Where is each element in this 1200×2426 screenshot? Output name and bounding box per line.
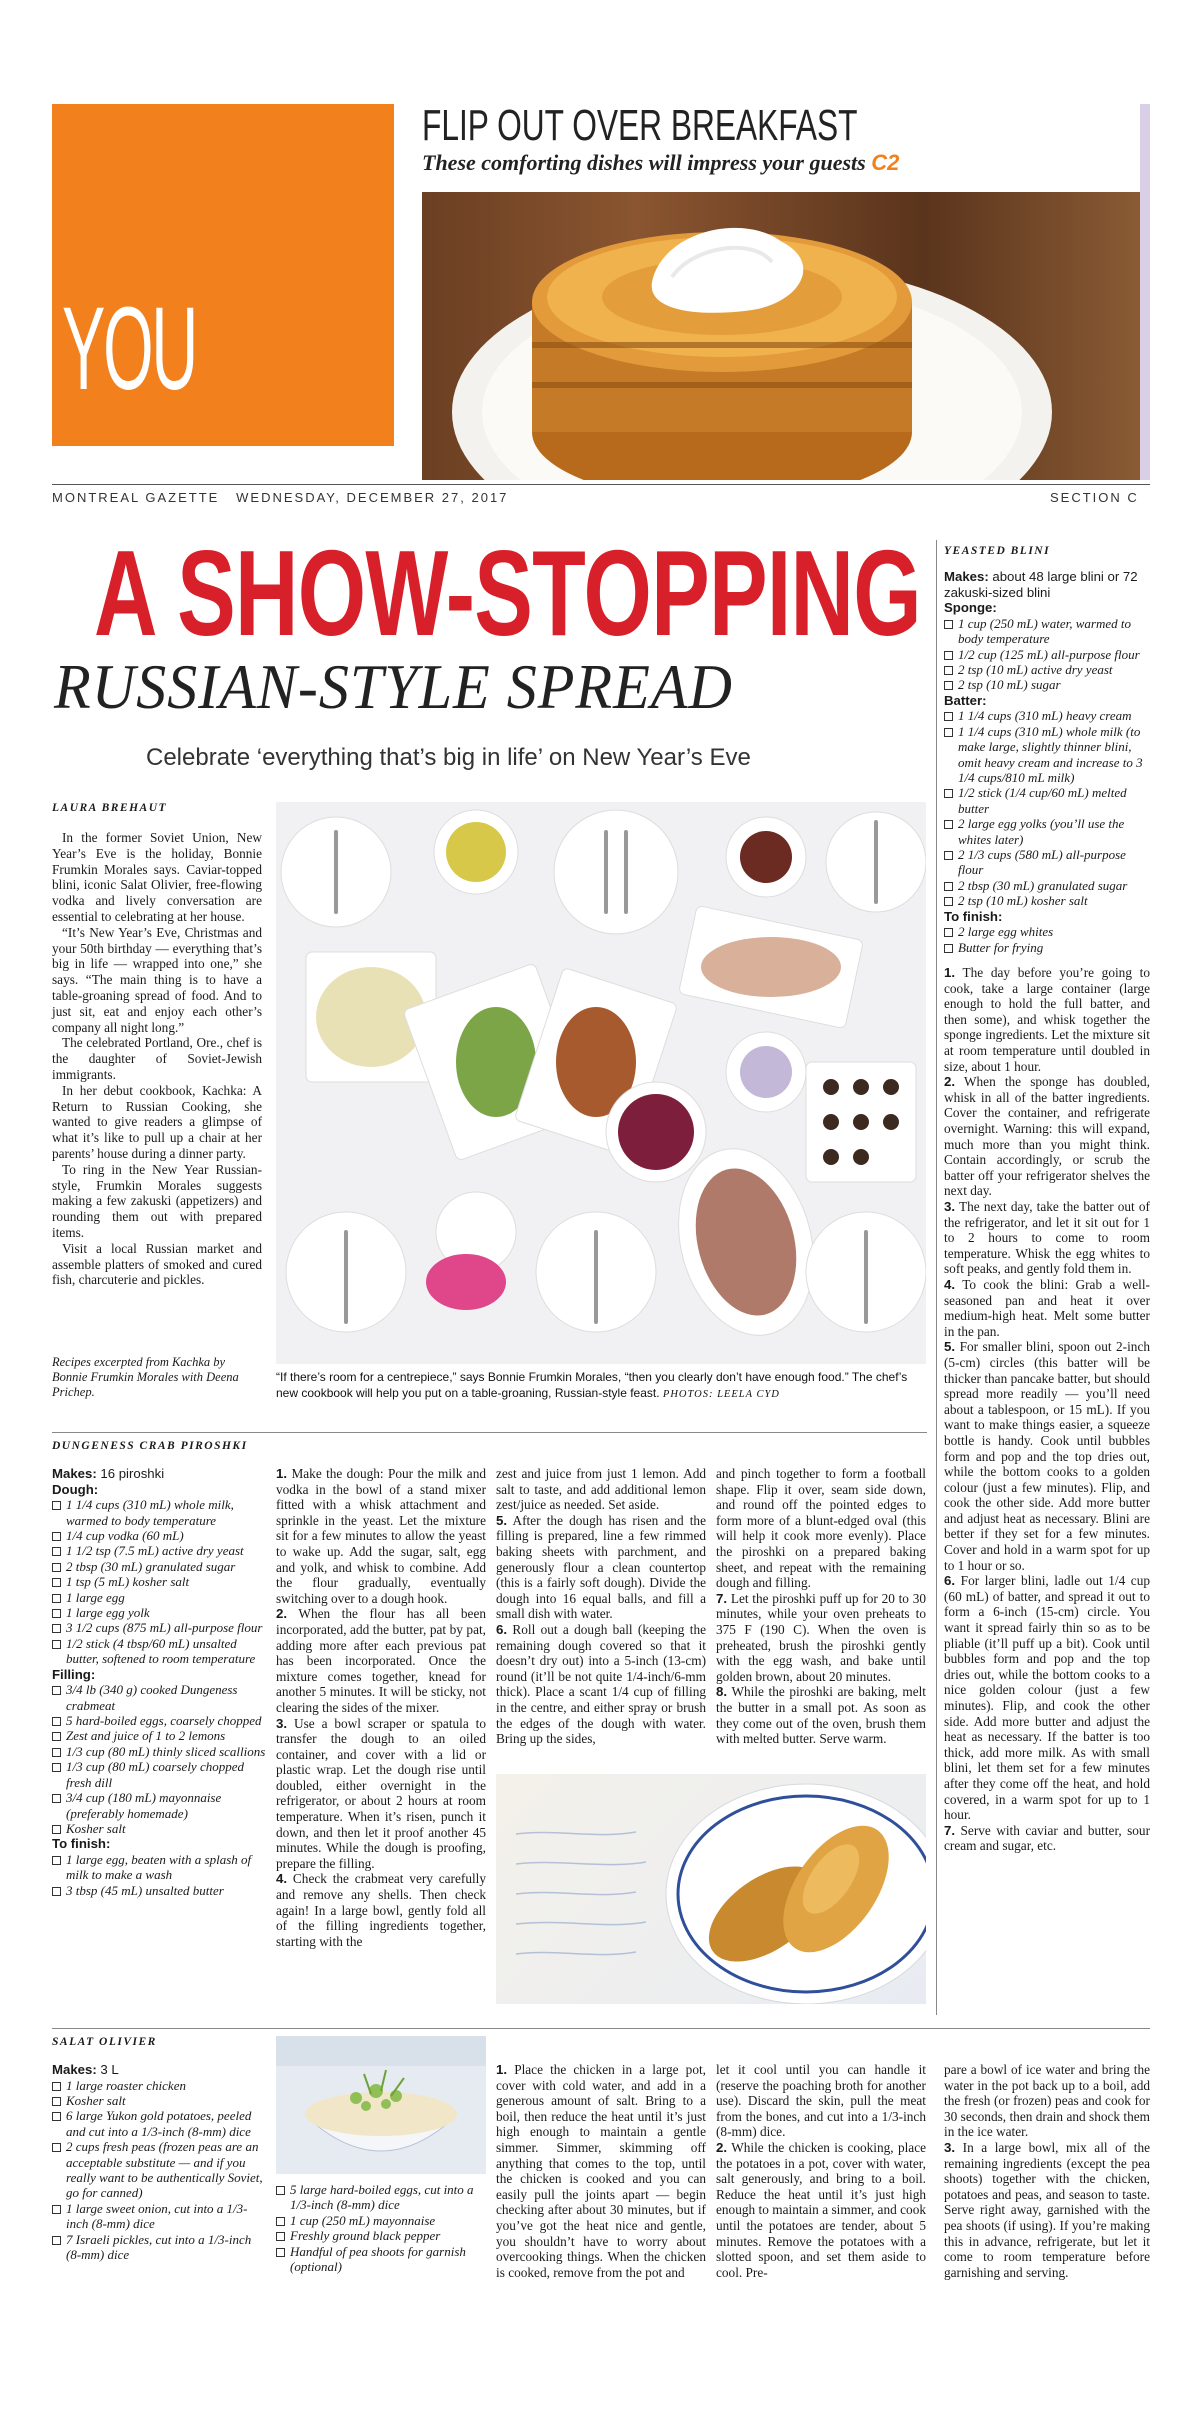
ingredient-item: Kosher salt <box>52 2093 267 2108</box>
intro-paragraph: In the former Soviet Union, New Year’s Eve is the holiday, Bonnie Frumkin Morales says. Caviar-topped blini, iconic Salat Olivier, free-flowing vodka and lively conversation are essential to celebrating at her house. <box>52 830 262 924</box>
section-rule <box>52 2028 1150 2029</box>
column-rule <box>936 540 937 2015</box>
ingredient-item: 1/4 cup vodka (60 mL) <box>52 1528 267 1543</box>
recipe-yield <box>52 1466 267 1482</box>
step-number: 1. <box>944 965 956 981</box>
ingredient-item: 1/2 cup (125 mL) all-purpose flour <box>944 647 1150 662</box>
ingredient-list <box>52 2078 267 2263</box>
step-number: 2. <box>276 1606 288 1622</box>
step-number: 3. <box>276 1715 288 1731</box>
ingredient-item: 2 tbsp (30 mL) granulated sugar <box>944 878 1150 893</box>
step-number: 1. <box>496 2062 508 2077</box>
ingredient-item: 1/2 stick (4 tbsp/60 mL) unsalted butter, softened to room temperature <box>52 1636 267 1667</box>
recipe-yield <box>944 569 1150 600</box>
ingredient-list <box>52 1682 267 1836</box>
salat-steps-col-1 <box>496 2062 706 2280</box>
ingredient-item: 7 Israeli pickles, cut into a 1/3-inch (8-mm) dice <box>52 2232 267 2263</box>
yield-value: 16 piroshki <box>100 1466 165 1481</box>
headline-line-1: A SHOW-STOPPING <box>94 525 921 661</box>
masthead-rule <box>52 484 1150 485</box>
ingredient-item: 6 large Yukon gold potatoes, peeled and cut into a 1/3-inch (8-mm) dice <box>52 2108 267 2139</box>
ingredient-item: 1/3 cup (80 mL) thinly sliced scallions <box>52 1744 267 1759</box>
piroshki-steps-col-1 <box>276 1466 486 1949</box>
ingredient-item: 2 tsp (10 mL) active dry yeast <box>944 662 1150 677</box>
ingredient-item: 1 1/4 cups (310 mL) heavy cream <box>944 708 1150 723</box>
salat-steps-col-2 <box>716 2062 926 2280</box>
step-text: While the chicken is cooking, place the potatoes in a pot, cover with water, salt generously, and bring to a boil. Reduce the heat until it’s just high enough to maintain a simmer, and cook until the potatoes are tender, about 5 minutes. Remove the potatoes with a slotted spoon, and set them aside to cool. Pre- <box>716 2139 926 2280</box>
ingredient-item: 1 large egg yolk <box>52 1605 267 1620</box>
step-text: pare a bowl of ice water and bring the water in the pot back up to a boil, add the fresh (or frozen) peas and cook for 30 seconds, then drain and shock them in the ice water. <box>944 2062 1150 2140</box>
intro-paragraph: The celebrated Portland, Ore., chef is the daughter of Soviet-Jewish immigrants. <box>52 1035 262 1082</box>
piroshki-photo <box>496 1774 926 2004</box>
ingredient-item: Kosher salt <box>52 1821 267 1836</box>
step-text: In a large bowl, mix all of the remaining ingredients (except the pea shoots) together with the chicken, potatoes and peas, and season to taste. Serve right away, garnished with the pea shoots (if using). If you’re making this in advance, refrigerate, but let it come to room temperature before garnishing and serving. <box>944 2139 1150 2280</box>
salat-steps-col-3 <box>944 2062 1150 2280</box>
ingredient-item: 1 large egg, beaten with a splash of milk to make a wash <box>52 1852 267 1883</box>
byline: LAURA BREHAUT <box>52 802 168 814</box>
step-number: 7. <box>944 1822 956 1838</box>
ingredient-item: Freshly ground black pepper <box>276 2228 486 2243</box>
photo-caption <box>276 1370 926 1402</box>
ingredient-list <box>276 2182 486 2274</box>
step-text: and pinch together to form a football shape. Flip it over, seam side down, and round off the pointed edges to form more of a blunt-edged oval (this will help it cook more evenly). Place the piroshki on a prepared baking sheet, and repeat with the remaining dough and filling. <box>716 1466 926 1591</box>
pancake-illustration <box>422 192 1140 480</box>
photo-credit: PHOTOS: LEELA CYD <box>662 1388 780 1400</box>
step-number: 8. <box>716 1684 728 1700</box>
yield-label: Makes: <box>944 569 989 584</box>
ingredient-item: 1 1/2 tsp (7.5 mL) active dry yeast <box>52 1543 267 1558</box>
ingredient-item: 3 1/2 cups (875 mL) all-purpose flour <box>52 1620 267 1635</box>
pancake-photo <box>422 192 1140 480</box>
excerpt-credit: Recipes excerpted from Kachka by Bonnie Frumkin Morales with Deena Prichep. <box>52 1355 239 1399</box>
step-text: When the sponge has doubled, whisk in all of the batter ingredients. Cover the container, and refrigerate overnight. Warning: this will expand, much more than you might think. Contain accordingly, or scrub the batter off your refrigerator shelves the next day. <box>944 1074 1150 1199</box>
step-number: 3. <box>944 1199 956 1214</box>
piroshki-steps-col-3 <box>716 1466 926 1747</box>
step-text: Let the piroshki puff up for 20 to 30 minutes, while your oven preheats to 375 F (190 C). When the oven is preheated, brush the piroshki gently with the egg wash, and bake until golden brown, about 20 minutes. <box>716 1590 926 1684</box>
salat-ingredients-1 <box>52 2062 267 2262</box>
step-text: Check the crabmeat very carefully and remove any shells. Then check again! In a large bowl, gently fold all of the filling ingredients together, starting with the <box>276 1871 487 1949</box>
ingredient-list <box>944 708 1150 908</box>
ingredient-item: 1 large egg <box>52 1590 267 1605</box>
step-text: While the piroshki are baking, melt the butter in a small pot. As soon as they come out of the oven, brush them with melted butter. Serve warm. <box>716 1684 926 1747</box>
yield-label: Makes: <box>52 1466 97 1481</box>
ingredient-item: 1 1/4 cups (310 mL) whole milk (to make large, slightly thinner blini, omit heavy cream and increase to 3 1/4 cups/810 mL milk) <box>944 724 1150 786</box>
step-text: zest and juice from just 1 lemon. Add salt to taste, and add additional lemon zest/juice as needed. Set aside. <box>496 1466 706 1513</box>
blini-recipe <box>944 545 1150 1854</box>
ingredient-item: 1 tsp (5 mL) kosher salt <box>52 1574 267 1589</box>
step-text: The next day, take the batter out of the refrigerator, and let it sit out for 1 to 2 hours to come to room temperature. Whisk the egg whites to soft peaks, and gently fold them in. <box>944 1199 1150 1277</box>
recipe-step <box>276 1871 486 1949</box>
feast-table-illustration <box>276 802 926 1364</box>
intro-paragraph: Visit a local Russian market and assemble platters of smoked and cured fish, charcuterie and pickles. <box>52 1240 262 1288</box>
headline-line-2: RUSSIAN-STYLE SPREAD <box>54 651 733 722</box>
recipe-heading: SALAT OLIVIER <box>52 2036 157 2048</box>
recipe-step <box>944 1339 1150 1573</box>
recipe-step <box>944 2140 1150 2280</box>
step-number: 6. <box>944 1573 956 1589</box>
step-number: 4. <box>944 1276 956 1292</box>
ingredient-list <box>944 924 1150 955</box>
yield-label: Makes: <box>52 2062 97 2077</box>
yield-value: about 48 large blini or 72 zakuski-sized blini <box>944 569 1138 600</box>
recipe-step <box>944 1823 1150 1854</box>
ingredient-item: 3/4 lb (340 g) cooked Dungeness crabmeat <box>52 1682 267 1713</box>
recipe-step <box>276 1606 486 1715</box>
ingredient-group-label: Sponge: <box>944 600 997 616</box>
ingredient-group-label: To finish: <box>944 908 1003 924</box>
intro-paragraph: In her debut cookbook, Kachka: A Return to Russian Cooking, she wanted to give readers a glimpse of what it’s like to pull up a chair at her parents’ house during a dinner party. <box>52 1082 262 1161</box>
recipe-step <box>716 1466 926 1591</box>
intro-paragraph: “It’s New Year’s Eve, Christmas and your 50th birthday — everything that’s big in life — wrapped into one,” she says. “The main thing is to have a table-groaning spread of food. And to just sit, eat and enjoy each other’s company all night long.” <box>52 924 262 1035</box>
step-text: To cook the blini: Grab a well-seasoned pan and heat it over medium-high heat. Melt some butter in the pan. <box>944 1276 1150 1339</box>
ingredient-item: 2 tsp (10 mL) sugar <box>944 677 1150 692</box>
ingredient-item: 2 large egg yolks (you’ll use the whites later) <box>944 816 1150 847</box>
step-text: let it cool until you can handle it (reserve the poaching broth for another use). Discard the skin, pull the meat from the bones, and cut into a 1/3-inch (8-mm) dice. <box>716 2062 926 2140</box>
step-text: Serve with caviar and butter, sour cream and sugar, etc. <box>944 1822 1150 1854</box>
step-number: 6. <box>496 1621 508 1637</box>
recipe-step <box>944 2062 1150 2140</box>
step-number: 1. <box>276 1466 288 1481</box>
recipe-heading: DUNGENESS CRAB PIROSHKI <box>52 1440 248 1452</box>
recipe-step <box>276 1466 486 1606</box>
ingredient-item: Zest and juice of 1 to 2 lemons <box>52 1728 267 1743</box>
recipe-step <box>496 2062 706 2280</box>
recipe-yield <box>52 2062 267 2078</box>
ingredient-list <box>944 616 1150 693</box>
piroshki-illustration <box>496 1774 926 2004</box>
intro-article <box>52 830 262 1288</box>
ingredient-item: Handful of pea shoots for garnish (optional) <box>276 2244 486 2275</box>
teaser-page-ref[interactable]: C2 <box>871 150 900 175</box>
ingredient-group-label: To finish: <box>52 1836 111 1852</box>
recipe-steps <box>944 965 1150 1854</box>
ingredient-item: Butter for frying <box>944 940 1150 955</box>
recipe-step <box>716 1684 926 1746</box>
recipe-step <box>944 1074 1150 1199</box>
recipe-step <box>276 1716 486 1872</box>
salat-olivier-photo <box>276 2036 486 2174</box>
ingredient-item: 1 large sweet onion, cut into a 1/3-inch (8-mm) dice <box>52 2201 267 2232</box>
step-number: 3. <box>944 2139 956 2155</box>
headline-dek: Celebrate ‘everything that’s big in life’ on New Year’s Eve <box>146 744 751 771</box>
ingredient-item: 2 tbsp (30 mL) granulated sugar <box>52 1559 267 1574</box>
masthead-section: SECTION C <box>1050 490 1139 505</box>
ingredient-group-label: Filling: <box>52 1666 96 1682</box>
ingredient-item: 2 1/3 cups (580 mL) all-purpose flour <box>944 847 1150 878</box>
ingredient-item: 1/2 stick (1/4 cup/60 mL) melted butter <box>944 785 1150 816</box>
ingredient-group-label: Batter: <box>944 692 987 708</box>
ingredient-list <box>52 1497 267 1666</box>
step-text: For smaller blini, spoon out 2-inch (5-cm) circles (this batter will be thicker than pancake batter, but should spread more readily — you’ll need about a tablespoon, or 15 mL). If you want to make things easier, a squeeze bottle is handy. Cook until bubbles form and pop and the top dries out, while the bottom cooks to a golden colour (just a few minutes). Flip, and cook the other side. Add more butter and adjust heat as necessary. Blini are better if they set for a few minutes. Cover and hold in a warm spot for up to 1 hour or so. <box>944 1339 1150 1573</box>
ingredient-item: 1 large roaster chicken <box>52 2078 267 2093</box>
recipe-step <box>716 2062 926 2140</box>
photo-caption-text: “If there’s room for a centrepiece,” says Bonnie Frumkin Morales, “then you clearly don’t have enough food.” The chef’s new cookbook will help you put on a table-groaning, Russian-style feast. <box>276 1370 908 1400</box>
ingredient-item: 2 large egg whites <box>944 924 1150 939</box>
recipe-step <box>944 1277 1150 1339</box>
recipe-step <box>944 1573 1150 1823</box>
step-text: After the dough has risen and the filling is prepared, line a few rimmed baking sheets with parchment, and generously flour a clean countertop (this is a fairly soft dough). Divide the dough into 16 equal balls, and fill a small dish with water. <box>496 1512 706 1622</box>
piroshki-steps-col-2 <box>496 1466 706 1747</box>
step-number: 2. <box>944 1074 956 1090</box>
section-word: YOU <box>62 283 197 415</box>
recipe-step <box>716 2140 926 2280</box>
step-number: 5. <box>496 1512 508 1528</box>
teaser-title[interactable]: FLIP OUT OVER BREAKFAST <box>422 101 858 150</box>
ingredient-item: 5 large hard-boiled eggs, cut into a 1/3-inch (8-mm) dice <box>276 2182 486 2213</box>
feast-table-photo <box>276 802 926 1364</box>
ingredient-item: 1/3 cup (80 mL) coarsely chopped fresh dill <box>52 1759 267 1790</box>
banner-edge-bar <box>1140 104 1150 480</box>
step-text: Place the chicken in a large pot, cover with cold water, and add in a generous amount of salt. Bring to a boil, then reduce the heat until it’s just high enough to maintain a gentle simmer. Simmer, skimming off anything that comes to the top, until the chicken is cooked and you can easily pull the joints apart — begin checking after about 30 minutes, but if you’ve got the heat nice and gentle, you shouldn’t have to worry about overcooking things. When the chicken is cooked, remove from the pot and <box>496 2062 706 2280</box>
step-text: The day before you’re going to cook, take a large container (large enough to hold the full batter, and then some), and whisk together the sponge ingredients. Let the mixture sit at room temperature until doubled in size, about 1 hour. <box>944 965 1150 1074</box>
recipe-heading: YEASTED BLINI <box>944 545 1051 557</box>
teaser-subtitle-text: These comforting dishes will impress your guests <box>422 150 866 175</box>
ingredient-group-label: Dough: <box>52 1481 99 1497</box>
step-text: For larger blini, ladle out 1/4 cup (60 mL) of batter, and spread it out to form a 6-inch (15-cm) circle. You want it spread fairly thin so as to be pliable (it’ll puff up a bit). Cook until bubbles form and pop and the top dries out, while the bottom cooks to a nice golden colour (just a few minutes). Flip, and cook the other side. Add more butter and adjust the heat as necessary. If the batter is too thick, add more milk. As with small blini, let them set for a few minutes after they come off the heat, and hold covered, in a warm spot for up to 1 hour. <box>944 1573 1151 1823</box>
step-number: 5. <box>944 1339 956 1355</box>
step-text: Use a bowl scraper or spatula to transfer the dough to an oiled container, and cover with a lid or plastic wrap. Let the dough rise until doubled, either overnight in the refrigerator, or about 2 hours at room temperature. When it’s risen, punch it down, and then let it proof another 45 minutes. While the dough is proofing, prepare the filling. <box>276 1715 487 1871</box>
ingredient-item: 5 hard-boiled eggs, coarsely chopped <box>52 1713 267 1728</box>
recipe-step <box>716 1591 926 1685</box>
salat-ingredients-2 <box>276 2182 486 2274</box>
ingredient-item: 2 tsp (10 mL) kosher salt <box>944 893 1150 908</box>
yield-value: 3 L <box>100 2062 119 2077</box>
step-number: 2. <box>716 2139 728 2155</box>
ingredient-list <box>52 1852 267 1898</box>
ingredient-item: 3 tbsp (45 mL) unsalted butter <box>52 1883 267 1898</box>
step-text: When the flour has all been incorporated, add the butter, pat by pat, adding more after each previous pat has been incorporated. Once the mixture comes together, knead for another 5 minutes. It will be sticky, not clearing the sides of the mixer. <box>276 1606 486 1715</box>
recipe-step <box>496 1622 706 1747</box>
piroshki-ingredients <box>52 1466 267 1898</box>
teaser-subtitle <box>422 150 899 176</box>
recipe-step <box>944 1199 1150 1277</box>
step-text: Make the dough: Pour the milk and vodka in the bowl of a stand mixer fitted with a whisk attachment and sprinkle in the yeast. Let the mixture sit for a few minutes to allow the yeast to wake up. Add the sugar, salt, egg and yolk, and whisk to combine. Add the flour gradually, eventually switching over to a dough hook. <box>276 1466 486 1606</box>
step-number: 4. <box>276 1871 288 1887</box>
ingredient-item: 2 cups fresh peas (frozen peas are an acceptable substitute — and if you really want to be authentically Soviet, go for canned) <box>52 2139 267 2201</box>
section-rule <box>52 1432 927 1433</box>
recipe-step <box>496 1513 706 1622</box>
ingredient-item: 3/4 cup (180 mL) mayonnaise (preferably homemade) <box>52 1790 267 1821</box>
salad-illustration <box>276 2036 486 2174</box>
ingredient-item: 1 1/4 cups (310 mL) whole milk, warmed to body temperature <box>52 1497 267 1528</box>
intro-paragraph: To ring in the New Year Russian-style, Frumkin Morales suggests making a few zakuski (appetizers) and rounding them out with prepared items. <box>52 1161 262 1240</box>
step-text: Roll out a dough ball (keeping the remaining dough covered so that it doesn’t dry out) into a 5-inch (13-cm) round (it’ll be not quite 1/4-inch/6-mm thick). Place a scant 1/4 cup of filling in the centre, and either spray or brush the edges of the dough with water. Bring up the sides, <box>496 1621 706 1747</box>
recipe-step <box>944 965 1150 1074</box>
ingredient-item: 1 cup (250 mL) mayonnaise <box>276 2213 486 2228</box>
ingredient-item: 1 cup (250 mL) water, warmed to body temperature <box>944 616 1150 647</box>
masthead-publication-date: MONTREAL GAZETTE WEDNESDAY, DECEMBER 27, 2017 <box>52 490 509 505</box>
step-number: 7. <box>716 1590 728 1606</box>
recipe-step <box>496 1466 706 1513</box>
